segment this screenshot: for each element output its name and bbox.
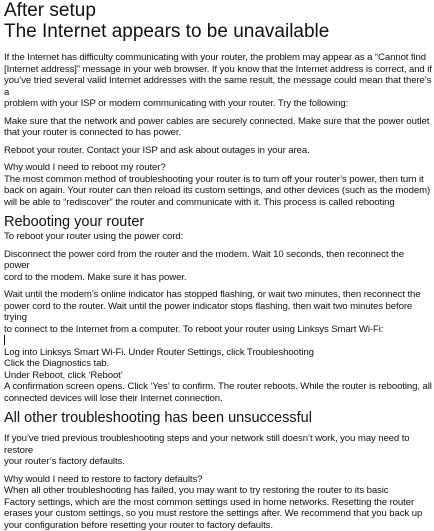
intro-line: If the Internet has difficulty communicating with your router, the problem may appear as a “Cannot find	[4, 52, 432, 64]
cables-paragraph	[4, 116, 432, 139]
wait-modem-line: power cord to the router. Wait until the power indicator stops flashing, then wait two minutes before trying	[4, 301, 432, 324]
wait-modem-line: Wait until the modem’s online indicator has stopped flashing, or wait two minutes, then reconnect the	[4, 289, 432, 301]
why-restore-question: Why would I need to restore to factory defaults?	[4, 474, 432, 486]
why-reboot-line: The most common method of troubleshooting your router is to turn off your router’s power, then turn it	[4, 174, 432, 186]
smart-wifi-step: A confirmation screen opens. Click ‘Yes’ to confirm. The router reboots. While the router is rebooting, all	[4, 381, 432, 393]
text-cursor-icon	[4, 335, 5, 345]
document-page	[4, 0, 432, 531]
page-title: After setup	[4, 0, 432, 21]
smart-wifi-step: connected devices will lose their Internet connection.	[4, 393, 432, 405]
why-reboot-line: will be able to “rediscover” the router and communicate with it. This process is called rebooting	[4, 197, 432, 209]
unsuccessful-intro-line: your router’s factory defaults.	[4, 456, 432, 468]
reboot-power-intro: To reboot your router using the power cord:	[4, 231, 432, 243]
disconnect-paragraph	[4, 249, 432, 284]
smart-wifi-step: Click the Diagnostics tab.	[4, 358, 432, 370]
section-heading-internet-unavailable: The Internet appears to be unavailable	[4, 21, 432, 42]
smart-wifi-step: Log into Linksys Smart Wi-Fi. Under Router Settings, click Troubleshooting	[4, 347, 432, 359]
intro-line: [Internet address]” message in your web browser. If you know that the Internet address is correct, and if	[4, 64, 432, 76]
section-heading-unsuccessful: All other troubleshooting has been unsuccessful	[4, 410, 432, 427]
disconnect-line: Disconnect the power cord from the router and the modem. Wait 10 seconds, then reconnect the power	[4, 249, 432, 272]
why-reboot-paragraph	[4, 162, 432, 208]
wait-modem-line: to connect to the Internet from a computer. To reboot your router using Linksys Smart Wi-Fi:	[4, 324, 432, 336]
why-restore-paragraph	[4, 474, 432, 531]
intro-line: problem with your ISP or modem communicating with your router. Try the following:	[4, 98, 432, 110]
why-restore-line: your configuration before resetting your router to factory defaults.	[4, 520, 432, 531]
why-reboot-question: Why would I need to reboot my router?	[4, 162, 432, 174]
why-restore-line: erases your custom settings, so you must restore the settings after. We recommend that you back up	[4, 508, 432, 520]
unsuccessful-intro-line: If you’ve tried previous troubleshooting steps and your network still doesn’t work, you may need to restore	[4, 433, 432, 456]
why-reboot-line: back on again. Your router can then reload its custom settings, and other devices (such as the modem)	[4, 185, 432, 197]
smart-wifi-steps	[4, 347, 432, 405]
smart-wifi-step: Under Reboot, click ‘Reboot’	[4, 370, 432, 382]
wait-modem-paragraph	[4, 289, 432, 335]
text-cursor	[4, 335, 432, 347]
reboot-contact-paragraph: Reboot your router. Contact your ISP and ask about outages in your area.	[4, 145, 432, 157]
section-heading-rebooting: Rebooting your router	[4, 214, 432, 231]
intro-line: you’ve tried several valid Internet addresses with the same result, the message could mean that there’s a	[4, 75, 432, 98]
unsuccessful-intro-paragraph	[4, 433, 432, 468]
cables-line: Make sure that the network and power cables are securely connected. Make sure that the power outlet	[4, 116, 432, 128]
why-restore-line: When all other troubleshooting has failed, you may want to try restoring the router to its basic	[4, 485, 432, 497]
disconnect-line: cord to the modem. Make sure it has power.	[4, 272, 432, 284]
why-restore-line: Factory settings, which are the most common settings used in home networks. Resetting the router	[4, 497, 432, 509]
intro-paragraph	[4, 52, 432, 110]
cables-line: that your router is connected to has power.	[4, 127, 432, 139]
